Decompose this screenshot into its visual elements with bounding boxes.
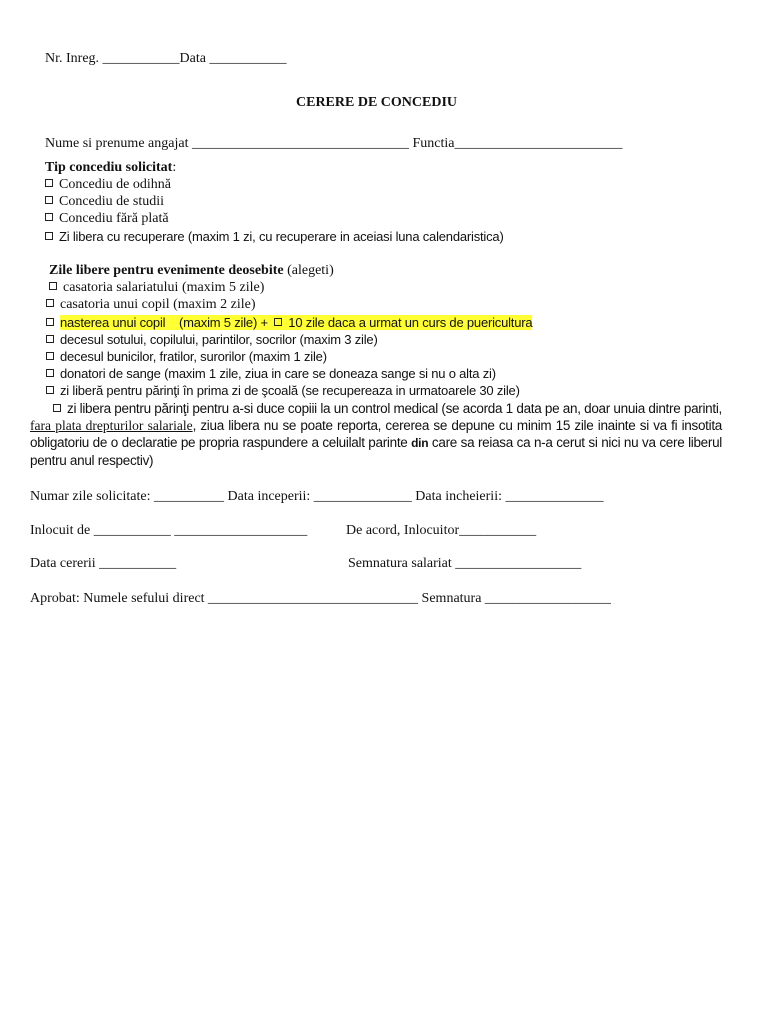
- checkbox-icon[interactable]: [46, 386, 54, 394]
- leave-option-label: Concediu fără plată: [59, 211, 169, 226]
- paragraph-underlined-text: fara plata drepturilor salariale: [30, 418, 193, 433]
- leave-option-label: Concediu de studii: [59, 194, 164, 209]
- leave-type-heading-suffix: :: [172, 160, 177, 175]
- special-day-label: decesul bunicilor, fratilor, surorilor (maxim 1 zile): [60, 349, 327, 364]
- leave-option: [45, 176, 171, 193]
- special-day-label: decesul sotului, copilului, parintilor, socrilor (maxim 3 zile): [60, 332, 378, 347]
- leave-option: [45, 193, 164, 210]
- document-title: CERERE DE CONCEDIU: [296, 95, 458, 110]
- special-day-option: [46, 348, 327, 365]
- checkbox-icon[interactable]: [53, 404, 61, 412]
- leave-option-label: Concediu de odihnă: [59, 177, 171, 192]
- approval-line: Aprobat: Numele sefului direct ______________________________ Semnatura __________________: [30, 591, 611, 606]
- paragraph-text: zi libera pentru părinţi pentru a-si duce copiii la un control medical (se acorda 1 data pe an, doar unuia dintre parinti,: [67, 401, 722, 416]
- medical-control-paragraph: [30, 400, 722, 469]
- employee-name-line: Nume si prenume angajat _______________________________ Functia________________________: [45, 136, 623, 151]
- special-day-label: donatori de sange (maxim 1 zile, ziua in care se doneaza sange si nu o alta zi): [60, 366, 496, 381]
- special-day-label: zi liberă pentru părinţi în prima zi de şcoală (se recupereaza in urmatoarele 30 zile): [60, 383, 520, 398]
- checkbox-icon[interactable]: [45, 232, 53, 240]
- special-day-label-highlighted: [60, 315, 532, 330]
- special-day-option: [46, 331, 378, 348]
- special-day-option: [46, 314, 532, 332]
- checkbox-icon[interactable]: [45, 179, 53, 187]
- checkbox-icon[interactable]: [49, 282, 57, 290]
- birth-child-text: nasterea unui copil (maxim 5 zile) +: [60, 315, 268, 330]
- checkbox-icon[interactable]: [46, 369, 54, 377]
- registration-line: Nr. Inreg. ___________Data ___________: [45, 51, 287, 66]
- special-day-label: casatoria salariatului (maxim 5 zile): [63, 280, 265, 295]
- special-day-option: [46, 296, 256, 313]
- paragraph-text: care sa reiasa ca n-a cerut si nici nu va cere liberul pentru anul respectiv): [30, 435, 722, 468]
- special-day-option: [49, 279, 264, 296]
- checkbox-icon[interactable]: [46, 299, 54, 307]
- checkbox-icon[interactable]: [45, 213, 53, 221]
- leave-option-label: Zi libera cu recuperare (maxim 1 zi, cu recuperare in aceiasi luna calendaristica): [59, 229, 504, 244]
- requested-days-line: Numar zile solicitate: __________ Data inceperii: ______________ Data incheierii: ______________: [30, 489, 604, 504]
- leave-type-heading: [45, 159, 176, 176]
- leave-type-heading-text: Tip concediu solicitat: [45, 160, 173, 175]
- special-days-heading: [49, 262, 334, 279]
- replaced-by-line: Inlocuit de ___________ ___________________: [30, 523, 308, 538]
- paragraph-bold-word: din: [411, 436, 429, 450]
- employee-signature-line: Semnatura salariat __________________: [348, 556, 582, 571]
- special-days-heading-suffix: (alegeti): [283, 263, 334, 278]
- checkbox-icon[interactable]: [46, 352, 54, 360]
- checkbox-icon[interactable]: [46, 335, 54, 343]
- checkbox-icon[interactable]: [45, 196, 53, 204]
- special-day-option: [46, 365, 496, 382]
- special-days-heading-text: Zile libere pentru evenimente deosebite: [49, 263, 284, 278]
- checkbox-icon[interactable]: [274, 318, 282, 326]
- leave-option: [45, 228, 504, 246]
- special-day-label: casatoria unui copil (maxim 2 zile): [60, 297, 256, 312]
- leave-option: [45, 210, 169, 227]
- paragraph-text: , ziua libera nu se poate reporta, cererea se depune cu minim 15 zile inainte si va fi insotita obligatoriu de o declaratie pe propria raspundere a celuilalt parinte: [30, 418, 722, 450]
- replacement-agree-line: De acord, Inlocuitor___________: [346, 523, 537, 538]
- special-day-option: [46, 382, 520, 399]
- request-date-line: Data cererii ___________: [30, 556, 177, 571]
- checkbox-icon[interactable]: [46, 318, 54, 326]
- childcare-course-text: 10 zile daca a urmat un curs de puericultura: [288, 315, 533, 330]
